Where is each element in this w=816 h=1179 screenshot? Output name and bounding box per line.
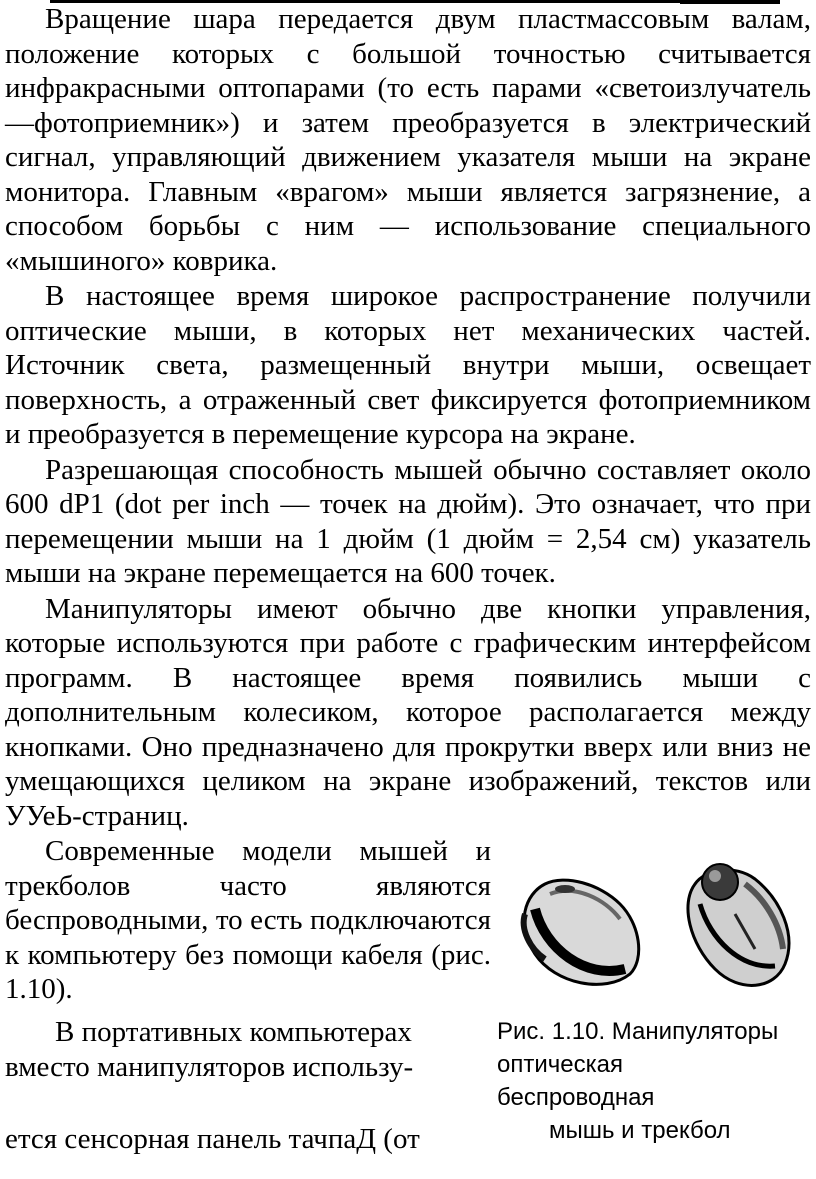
paragraph-buttons: Манипуляторы имеют обычно две кнопки управления, которые используются при работе с графическим интерфейсом программ. В настоящее время появились мыши с дополнительным колесиком, которое располагается между кнопками. Оно предназначено для прокрутки вверх или вниз не умещающихся целиком на экране изображений, текстов или УУеЬ-страниц. [5,592,811,832]
paragraph-ball-rotation: Вращение шара передается двум пластмассовым валам, положение которых с большой точностью считывается инфракрасными оптопарами (то есть парами «светоизлучатель—фотоприемник») и затем преобразуется в электрический сигнал, управляющий движением указателя мыши на экране монитора. Главным «врагом» мыши является загрязнение, а способом борьбы с ним — использование специального «мышиного» коврика. [5,3,811,277]
figure-mouse-trackball [505,854,811,1004]
laptop-line-1: В портативных компьютерах [55,1016,412,1048]
figure-block [5,834,811,1164]
caption-line-4: мышь и трекбол [549,1117,731,1144]
optical-mouse-icon [524,880,639,984]
paragraph-optical-mice: В настоящее время широкое распространение получили оптические мыши, в которых нет механических частей. Источник света, размещенный внутри мыши, освещает поверхность, а отраженный свет фиксируется фотоприемником и преобразуется в перемещение курсора на экране. [5,280,811,450]
document-page [5,2,811,1164]
figure-caption [497,1015,811,1147]
paragraph-laptops [5,1015,491,1157]
figure-illustration [505,854,811,1004]
paragraph-resolution: Разрешающая способность мышей обычно составляет около 600 dP1 (dot per inch — точек на дюйм). Это означает, что при перемещении мыши на 1 дюйм (1 дюйм = 2,54 см) указатель мыши на экране перемещается на 600 точек. [5,453,811,589]
laptop-line-2: вместо манипуляторов использу- [5,1050,414,1083]
trackball-icon [688,864,789,985]
laptop-line-3: ется сенсорная панель тачпаД (от [5,1123,420,1155]
caption-line-3: беспроводная [497,1084,655,1111]
caption-line-1: Рис. 1.10. Манипуляторы [497,1018,779,1045]
paragraph-wireless: Современные модели мышей и трекболов часто являются беспроводными, то есть подключаются к компьютеру без помощи кабеля (рис. 1.10). [5,835,491,1005]
caption-line-2: оптическая [497,1051,623,1078]
